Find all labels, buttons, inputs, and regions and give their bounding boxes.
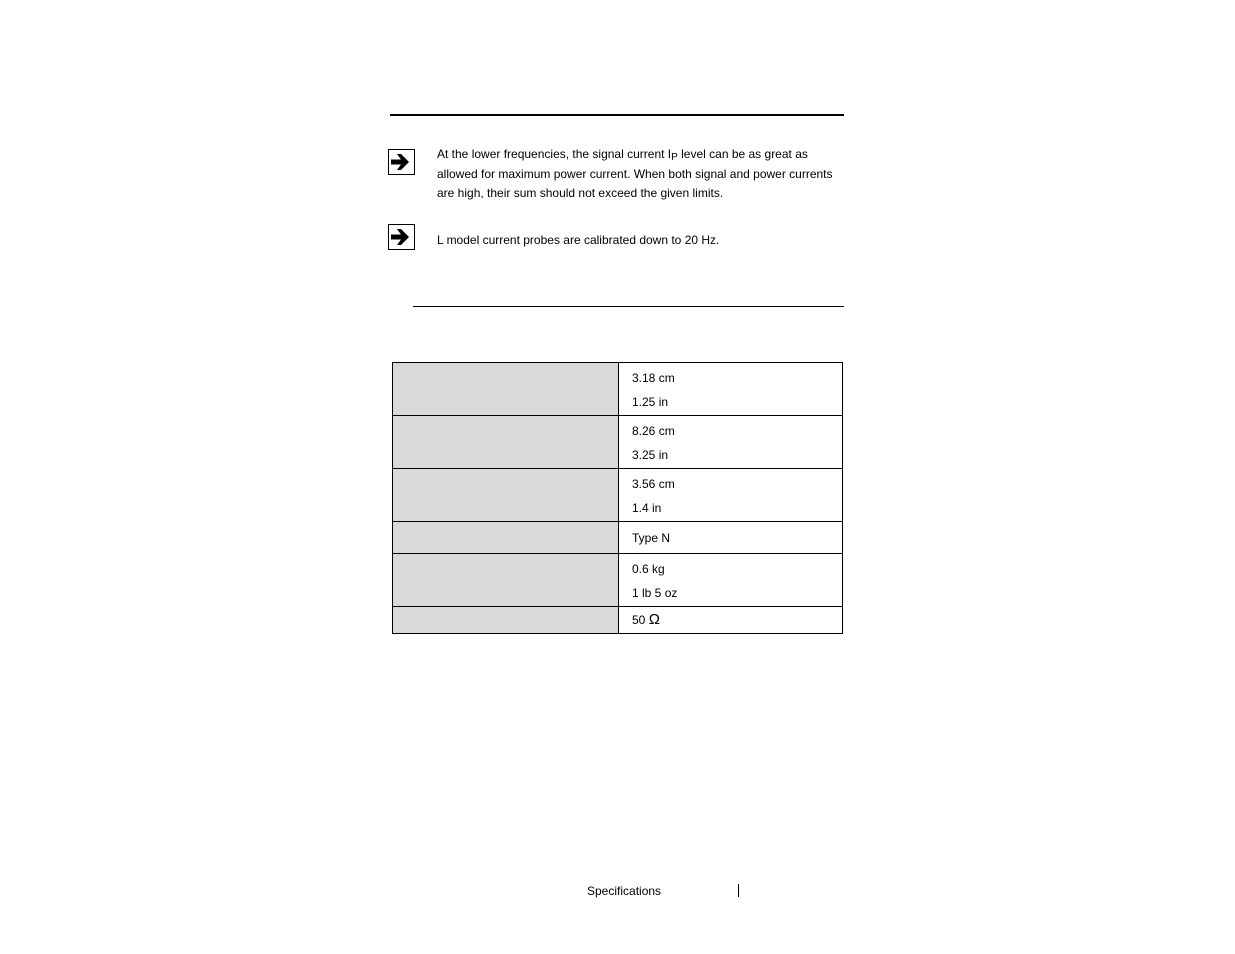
spec-value-cell — [619, 522, 843, 554]
spec-value: Type N — [632, 531, 671, 545]
spec-label-cell — [393, 607, 619, 634]
note-text — [437, 145, 837, 203]
note-text-part: At the lower frequencies, the signal current I — [437, 147, 672, 161]
spec-value: 0.6 kg — [632, 562, 665, 576]
table-row — [393, 469, 843, 522]
table-row — [393, 363, 843, 416]
table-row — [393, 416, 843, 469]
ohm-symbol: Ω — [648, 611, 660, 628]
spec-value: 3.25 in — [632, 448, 669, 462]
table-row — [393, 522, 843, 554]
spec-label-cell — [393, 554, 619, 607]
footer-separator — [738, 884, 739, 897]
spec-label-cell — [393, 522, 619, 554]
spec-value-cell — [619, 416, 843, 469]
table-row — [393, 554, 843, 607]
spec-value: 1.25 in — [632, 395, 669, 409]
spec-value: 1.4 in — [632, 501, 662, 515]
spec-label-cell — [393, 363, 619, 416]
spec-value-cell — [619, 469, 843, 522]
arrow-right-icon-graphic — [389, 150, 414, 174]
spec-value-cell — [619, 363, 843, 416]
spec-value-number: 50 — [632, 613, 649, 627]
section-rule — [413, 306, 844, 307]
footer-section-label: Specifications — [587, 884, 662, 898]
section-rule-top — [390, 114, 844, 116]
note-subscript: P — [671, 152, 678, 163]
spec-value: 3.18 cm — [632, 371, 675, 385]
arrow-right-icon — [388, 149, 415, 175]
spec-value: 1 lb 5 oz — [632, 586, 678, 600]
note-text-part: level can be as great as allowed for maximum power current. When both signal and power currents are high, their sum should not exceed the given limits. — [437, 147, 833, 200]
arrow-right-icon-graphic — [389, 225, 414, 249]
spec-value — [619, 608, 842, 632]
table-row — [393, 607, 843, 634]
spec-value: 3.56 cm — [632, 477, 675, 491]
spec-value-cell — [619, 554, 843, 607]
specifications-table — [392, 362, 843, 634]
spec-value-cell — [619, 607, 843, 634]
note-text: L model current probes are calibrated down to 20 Hz. — [437, 233, 720, 247]
spec-value: 8.26 cm — [632, 424, 675, 438]
spec-label-cell — [393, 416, 619, 469]
arrow-right-icon — [388, 224, 415, 250]
spec-label-cell — [393, 469, 619, 522]
